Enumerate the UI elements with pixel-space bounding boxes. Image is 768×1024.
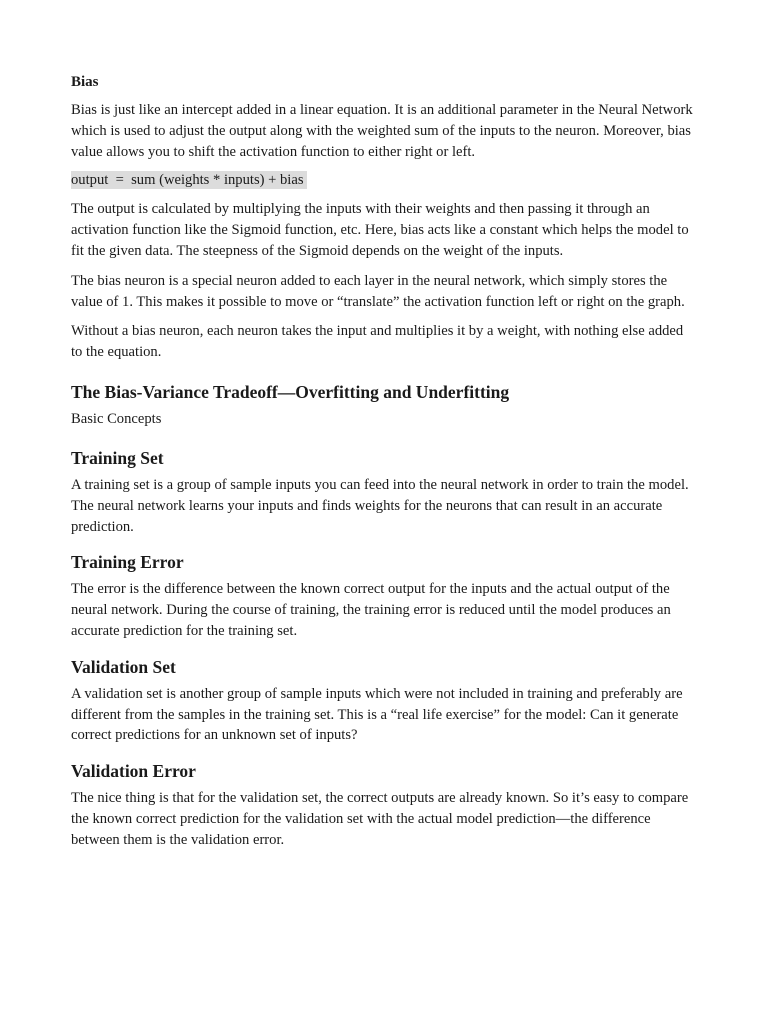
section-text: A training set is a group of sample inputs you can feed into the neural network in order to train the model. The neural network learns your inputs and finds weights for the neurons that can result in an accurate prediction. bbox=[71, 476, 689, 535]
bias-formula: output = sum (weights * inputs) + bias bbox=[71, 171, 307, 189]
section-heading: Training Set bbox=[71, 447, 164, 468]
bias-paragraph-2: The output is calculated by multiplying the inputs with their weights and then passing it through an activation function like the Sigmoid function, etc. Here, bias acts like a constant which helps the model to fit the given data. The steepness of the Sigmoid depends on the weight of the inputs. bbox=[71, 201, 689, 259]
section-text: The nice thing is that for the validation set, the correct outputs are already known. So it’s easy to compare the known correct prediction for the validation set with the actual model prediction—the difference between them is the validation error. bbox=[71, 790, 689, 848]
document-page bbox=[71, 72, 696, 860]
tradeoff-heading: The Bias-Variance Tradeoff—Overfitting and Underfitting bbox=[71, 381, 510, 402]
bias-paragraph-1: Bias is just like an intercept added in a linear equation. It is an additional parameter in the Neural Network which is used to adjust the output along with the weighted sum of the inputs to the neuron. Moreover, bias value allows you to shift the activation function to either right or left. bbox=[71, 102, 693, 160]
bias-paragraph-3: The bias neuron is a special neuron added to each layer in the neural network, which simply stores the value of 1. This makes it possible to move or “translate” the activation function left or right on the graph. bbox=[71, 272, 685, 310]
tradeoff-subheading: Basic Concepts bbox=[71, 410, 162, 427]
section-validation-set bbox=[71, 656, 696, 746]
section-heading: Validation Set bbox=[71, 656, 176, 677]
section-text: A validation set is another group of sample inputs which were not included in training and preferably are different from the samples in the training set. This is a “real life exercise” for the model: Can it generate correct predictions for an unknown set of inputs? bbox=[71, 685, 683, 744]
section-training-error bbox=[71, 551, 696, 641]
section-text: The error is the difference between the known correct output for the inputs and the actual output of the neural network. During the course of training, the training error is reduced until the model produces an accurate prediction for the training set. bbox=[71, 581, 671, 639]
bias-paragraph-4: Without a bias neuron, each neuron takes the input and multiplies it by a weight, with nothing else added to the equation. bbox=[71, 323, 684, 361]
section-heading: Training Error bbox=[71, 552, 184, 573]
section-training-set bbox=[71, 447, 696, 537]
section-heading: Validation Error bbox=[71, 761, 196, 782]
bias-heading: Bias bbox=[71, 74, 99, 90]
section-validation-error bbox=[71, 760, 696, 850]
